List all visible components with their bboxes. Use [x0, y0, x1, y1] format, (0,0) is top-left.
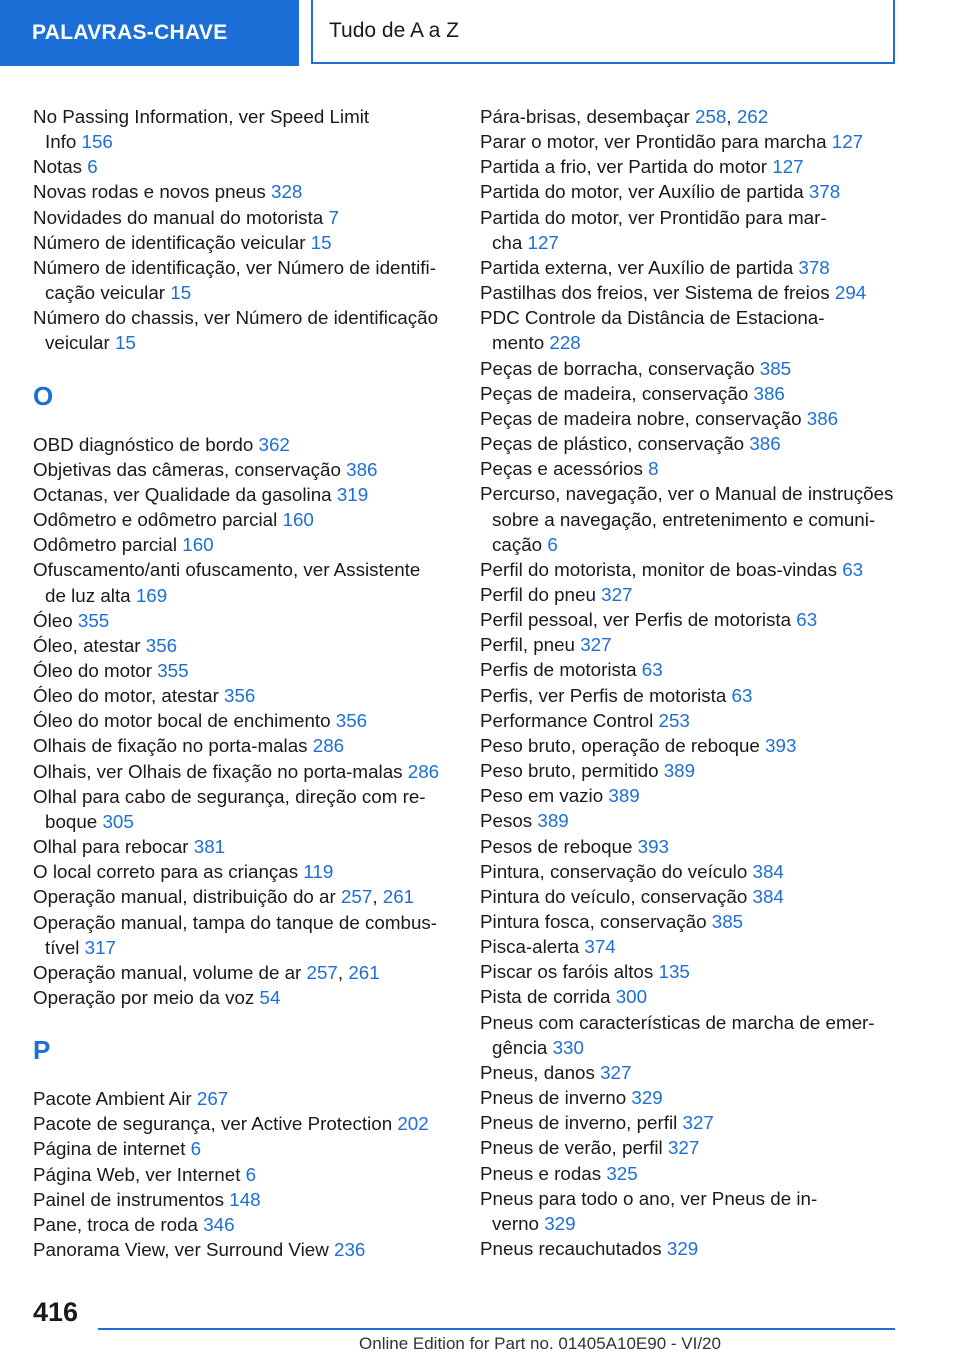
index-term: sobre a navegação, entretenimento e comuni- [492, 508, 876, 530]
index-term: cha [492, 231, 523, 253]
page-ref-link[interactable]: 63 [641, 659, 663, 681]
page-ref-link[interactable]: 294 [834, 282, 867, 304]
page-ref-link[interactable]: 127 [527, 231, 559, 253]
index-entry [480, 456, 920, 481]
page-ref-link[interactable]: 6 [190, 1138, 202, 1160]
index-term: Pneus recauchutados [480, 1238, 662, 1260]
page-ref-link[interactable]: 119 [303, 861, 334, 883]
index-entry [33, 305, 453, 355]
page-ref-link[interactable]: 329 [666, 1238, 699, 1260]
page-header [0, 0, 960, 66]
page-ref-link[interactable]: 386 [753, 382, 785, 404]
page-ref-link[interactable]: 54 [259, 987, 281, 1008]
page-ref-link[interactable]: 386 [806, 407, 839, 429]
index-term: Partida do motor, ver Auxílio de partida [480, 181, 804, 203]
index-term: Pesos [480, 810, 533, 832]
index-term: mento [492, 332, 545, 354]
index-letter-heading: P [33, 1035, 51, 1066]
index-term: Perfis de motorista [480, 659, 637, 681]
page-ref-link[interactable]: 329 [544, 1212, 576, 1234]
page-ref-link[interactable]: 261 [382, 886, 415, 908]
page-ref-link[interactable]: 389 [663, 760, 696, 782]
index-entry [480, 708, 920, 733]
page-ref-link[interactable]: 6 [547, 533, 558, 555]
index-term: Pneus de inverno, perfil [480, 1112, 678, 1134]
index-term: Panorama View, ver Surround View [33, 1239, 329, 1261]
index-entry [480, 154, 920, 179]
index-entry [480, 381, 920, 406]
index-entry [480, 934, 920, 959]
page-ref-link[interactable]: 329 [631, 1087, 663, 1109]
page-ref-link[interactable]: 135 [658, 961, 690, 983]
index-entry [480, 834, 920, 859]
page-ref-link[interactable]: 385 [759, 357, 792, 379]
index-term: Olhais, ver Olhais de fixação no porta-malas [33, 760, 403, 782]
index-term: Página Web, ver Internet [33, 1163, 241, 1185]
index-entry [33, 658, 453, 683]
page-ref-link[interactable]: 384 [752, 860, 784, 882]
index-entry [480, 280, 920, 305]
index-term: Peso bruto, operação de reboque [480, 734, 760, 756]
page-ref-link[interactable]: 330 [552, 1036, 584, 1058]
page-ref-link[interactable]: 327 [600, 1061, 632, 1083]
index-term: Odômetro e odômetro parcial [33, 509, 278, 531]
page-ref-link[interactable]: 386 [749, 433, 781, 455]
index-entry [33, 608, 453, 633]
index-term: Pneus de verão, perfil [480, 1137, 663, 1159]
index-term: Pista de corrida [480, 986, 611, 1008]
index-column-left [33, 104, 453, 1262]
index-term: Operação manual, tampa do tanque de combus- [33, 911, 438, 933]
index-entry: Pára-brisas, desembaçar 258, 262 [480, 106, 769, 127]
page-ref-link[interactable]: 355 [77, 609, 110, 631]
index-term: Peças e acessórios [480, 458, 643, 480]
page-ref-link[interactable]: 15 [170, 282, 192, 304]
index-term: OBD diagnóstico de bordo [33, 433, 254, 455]
index-entry [480, 758, 920, 783]
page-ref-link[interactable]: 169 [135, 584, 168, 606]
index-term: Ofuscamento/anti ofuscamento, ver Assistente [33, 559, 421, 581]
page-ref-link[interactable]: 317 [84, 936, 117, 958]
index-term: Número de identificação veicular [33, 231, 306, 253]
index-entry [33, 859, 453, 884]
index-entry [480, 205, 920, 255]
page-ref-link[interactable]: 6 [245, 1163, 257, 1185]
index-entry [480, 1236, 920, 1261]
index-term: Óleo [33, 609, 73, 631]
index-entry [33, 1162, 453, 1187]
index-entry [480, 179, 920, 204]
page-ref-link[interactable]: 386 [346, 458, 378, 480]
index-entry [33, 532, 453, 557]
index-term: Pacote Ambient Air [33, 1088, 192, 1110]
index-term: Novas rodas e novos pneus [33, 181, 266, 203]
index-term: O local correto para as crianças [33, 861, 299, 883]
index-entry [33, 985, 453, 1010]
index-entry [33, 633, 453, 658]
index-entry: Operação manual, volume de ar 257, 261 [33, 961, 380, 983]
page-ref-link[interactable]: 385 [711, 911, 744, 932]
page-ref-link[interactable]: 258 [695, 106, 727, 127]
index-term: Novidades do manual do motorista [33, 206, 324, 228]
index-term: Pneus e rodas [480, 1162, 602, 1184]
index-term: Peças de madeira, conservação [480, 382, 749, 404]
index-term: Pneus de inverno [480, 1087, 627, 1109]
index-entry [33, 1086, 453, 1111]
index-term: Operação manual, distribuição do ar [33, 886, 336, 908]
page-ref-link[interactable]: 63 [842, 558, 864, 580]
index-entry [33, 255, 453, 305]
index-entry [480, 356, 920, 381]
page-ref-link[interactable]: 393 [637, 835, 670, 857]
page-ref-link[interactable]: 267 [196, 1088, 229, 1110]
page-ref-link[interactable]: 257 [306, 961, 338, 983]
tab-keywords[interactable]: PALAVRAS-CHAVE [0, 0, 299, 66]
page-ref-link[interactable]: 355 [157, 659, 189, 681]
index-entry [480, 255, 920, 280]
page-ref-link[interactable]: 8 [648, 458, 659, 480]
index-term: Perfis, ver Perfis de motorista [480, 684, 727, 706]
index-term: Notas [33, 156, 83, 178]
index-entry [33, 482, 453, 507]
page-ref-link[interactable]: 160 [282, 509, 314, 531]
page-ref-link[interactable]: 384 [752, 885, 784, 907]
index-entry [33, 759, 453, 784]
page-ref-link[interactable]: 286 [312, 735, 345, 757]
index-letter-heading: O [33, 380, 54, 411]
page-ref-link[interactable]: 300 [615, 986, 648, 1008]
index-entry [33, 1111, 453, 1136]
index-term: Operação manual, volume de ar [33, 961, 302, 983]
index-term: gência [492, 1036, 548, 1058]
index-entry [33, 708, 453, 733]
page-ref-link[interactable]: 327 [580, 634, 612, 656]
index-term: PDC Controle da Distância de Estaciona- [480, 307, 825, 329]
index-entry [33, 205, 453, 230]
index-entry [480, 1135, 920, 1160]
index-entry [480, 808, 920, 833]
index-entry [33, 1187, 453, 1212]
index-entry [33, 784, 453, 834]
page-ref-link[interactable]: 261 [348, 961, 380, 983]
index-entry [33, 230, 453, 255]
index-entry [480, 657, 920, 682]
index-term: Pneus para todo o ano, ver Pneus de in- [480, 1187, 818, 1209]
page-ref-link[interactable]: 327 [667, 1137, 700, 1159]
index-term: de luz alta [45, 584, 131, 606]
edition-text: Online Edition for Part no. 01405A10E90 - VI/20 [359, 1334, 721, 1353]
index-entry [480, 632, 920, 657]
index-entry [33, 457, 453, 482]
index-entry [33, 733, 453, 758]
page-ref-link[interactable]: 325 [606, 1162, 638, 1184]
index-term: boque [45, 810, 98, 832]
index-term: Objetivas das câmeras, conservação [33, 458, 341, 480]
index-term: Página de internet [33, 1138, 186, 1160]
page-ref-link[interactable]: 15 [310, 231, 332, 253]
index-entry [33, 834, 453, 859]
index-term: Pacote de segurança, ver Active Protection [33, 1113, 393, 1135]
index-term: Piscar os faróis altos [480, 961, 654, 983]
index-term: Óleo do motor, atestar [33, 685, 219, 707]
page-number: 416 [33, 1297, 79, 1327]
page-ref-link[interactable]: 381 [193, 836, 226, 858]
index-entry [480, 984, 920, 1009]
index-entry [33, 179, 453, 204]
index-term: verno [492, 1212, 539, 1234]
index-term: Painel de instrumentos [33, 1188, 225, 1210]
index-term: Operação por meio da voz [33, 987, 255, 1008]
index-entry [480, 1060, 920, 1085]
index-term: Óleo do motor bocal de enchimento [33, 710, 331, 732]
index-term: veicular [45, 332, 110, 354]
page-ref-link[interactable]: 389 [537, 810, 569, 832]
index-term: Partida a frio, ver Partida do motor [480, 156, 768, 178]
index-term: Peso bruto, permitido [480, 760, 659, 782]
index-entry [480, 1186, 920, 1236]
page-ref-link[interactable]: 389 [608, 785, 640, 807]
index-term: Pesos de reboque [480, 835, 633, 857]
page-ref-link[interactable]: 156 [81, 131, 113, 153]
index-entry [33, 507, 453, 532]
index-entry [480, 859, 920, 884]
index-term: Partida do motor, ver Prontidão para mar- [480, 206, 827, 228]
index-entry [33, 1136, 453, 1161]
page-ref-link[interactable]: 6 [87, 156, 98, 178]
index-entry [480, 1161, 920, 1186]
index-entry [480, 683, 920, 708]
index-term: Pneus com características de marcha de emer- [480, 1011, 875, 1033]
page-ref-link[interactable]: 393 [765, 734, 797, 756]
section-title: Tudo de A a Z [311, 0, 895, 64]
page-ref-link[interactable]: 15 [114, 332, 136, 354]
page-ref-link[interactable]: 328 [271, 181, 303, 203]
page-ref-link[interactable]: 319 [336, 483, 369, 505]
index-term: Perfil do pneu [480, 583, 596, 605]
index-entry [480, 909, 920, 934]
page-ref-link[interactable]: 356 [335, 710, 368, 732]
index-term: Peso em vazio [480, 785, 604, 807]
index-entry [480, 1110, 920, 1135]
page-ref-link[interactable]: 262 [736, 106, 769, 127]
index-entry [33, 1237, 453, 1262]
index-term: Parar o motor, ver Prontidão para marcha [480, 131, 827, 153]
index-entry [480, 431, 920, 456]
index-entry [480, 733, 920, 758]
index-term: Percurso, navegação, ver o Manual de instruções [480, 483, 894, 505]
page-ref-link[interactable]: 305 [102, 810, 134, 832]
page-ref-link[interactable]: 362 [258, 433, 290, 455]
index-term: Pane, troca de roda [33, 1213, 198, 1235]
index-entry [33, 683, 453, 708]
index-entry [480, 884, 920, 909]
page-ref-link[interactable]: 327 [601, 583, 633, 605]
index-term: Performance Control [480, 709, 654, 731]
index-term: Óleo, atestar [33, 634, 141, 656]
index-term: cação veicular [45, 282, 166, 304]
index-entry [480, 406, 920, 431]
index-term: Odômetro parcial [33, 534, 178, 556]
page-ref-link[interactable]: 202 [397, 1113, 429, 1135]
index-term: Info [45, 131, 77, 153]
index-term: No Passing Information, ver Speed Limit [33, 106, 370, 127]
index-term: Número do chassis, ver Número de identificação [33, 307, 439, 329]
index-term: Número de identificação, ver Número de identifi- [33, 256, 436, 278]
index-term: Perfil do motorista, monitor de boas-vindas [480, 558, 838, 580]
index-term: tível [45, 936, 80, 958]
page-ref-link[interactable]: 378 [798, 256, 830, 278]
index-entry [480, 959, 920, 984]
page-ref-link[interactable]: 228 [549, 332, 581, 354]
index-term: Pára-brisas, desembaçar [480, 106, 690, 127]
page-ref-link[interactable]: 356 [224, 685, 256, 707]
index-term: Partida externa, ver Auxílio de partida [480, 256, 794, 278]
index-entry [480, 582, 920, 607]
index-entry [480, 129, 920, 154]
index-term: Octanas, ver Qualidade da gasolina [33, 483, 332, 505]
page-ref-link[interactable]: 346 [203, 1213, 235, 1235]
index-term: Perfil pessoal, ver Perfis de motorista [480, 609, 792, 631]
page-ref-link[interactable]: 127 [831, 131, 864, 153]
index-column-right [480, 104, 920, 1261]
index-entry [33, 104, 453, 154]
index-entry [33, 432, 453, 457]
index-entry: Operação manual, distribuição do ar 257, 261 [33, 886, 415, 908]
index-entry [480, 305, 920, 355]
index-entry [33, 1212, 453, 1237]
page-ref-link[interactable]: 127 [772, 156, 804, 178]
page-ref-link[interactable]: 63 [796, 609, 818, 631]
index-term: Óleo do motor [33, 659, 153, 681]
page-ref-link[interactable]: 160 [182, 534, 214, 556]
index-entry [480, 1085, 920, 1110]
page-ref-link[interactable]: 374 [584, 936, 616, 958]
index-term: Pneus, danos [480, 1061, 595, 1083]
page-ref-link[interactable]: 253 [658, 709, 690, 731]
page-ref-link[interactable]: 286 [407, 760, 440, 782]
index-term: Pastilhas dos freios, ver Sistema de freios [480, 282, 830, 304]
index-entry [480, 1010, 920, 1060]
index-term: Peças de plástico, conservação [480, 433, 745, 455]
index-term: Olhais de fixação no porta-malas [33, 735, 308, 757]
index-entry [33, 154, 453, 179]
page-ref-link[interactable]: 236 [334, 1239, 366, 1261]
index-term: Pintura, conservação do veículo [480, 860, 748, 882]
index-term: cação [492, 533, 543, 555]
index-term: Olhal para rebocar [33, 836, 189, 858]
index-entry [480, 481, 920, 556]
page-ref-link[interactable]: 356 [145, 634, 178, 656]
index-entry [33, 910, 453, 960]
page-ref-link[interactable]: 63 [731, 684, 753, 706]
index-term: Olhal para cabo de segurança, direção com re- [33, 785, 426, 807]
index-term: Pisca-alerta [480, 936, 580, 958]
index-term: Pintura do veículo, conservação [480, 885, 748, 907]
footer-divider [98, 1328, 895, 1330]
page-ref-link[interactable]: 148 [229, 1188, 261, 1210]
index-term: Perfil, pneu [480, 634, 576, 656]
index-term: Peças de madeira nobre, conservação [480, 407, 802, 429]
page-ref-link[interactable]: 378 [808, 181, 841, 203]
page-ref-link[interactable]: 257 [340, 886, 373, 908]
index-entry [480, 607, 920, 632]
page-ref-link[interactable]: 327 [682, 1112, 714, 1134]
index-term: Pintura fosca, conservação [480, 911, 707, 932]
page-ref-link[interactable]: 7 [328, 206, 339, 228]
index-entry [480, 783, 920, 808]
index-entry [33, 557, 453, 607]
index-entry [480, 557, 920, 582]
index-term: Peças de borracha, conservação [480, 357, 755, 379]
